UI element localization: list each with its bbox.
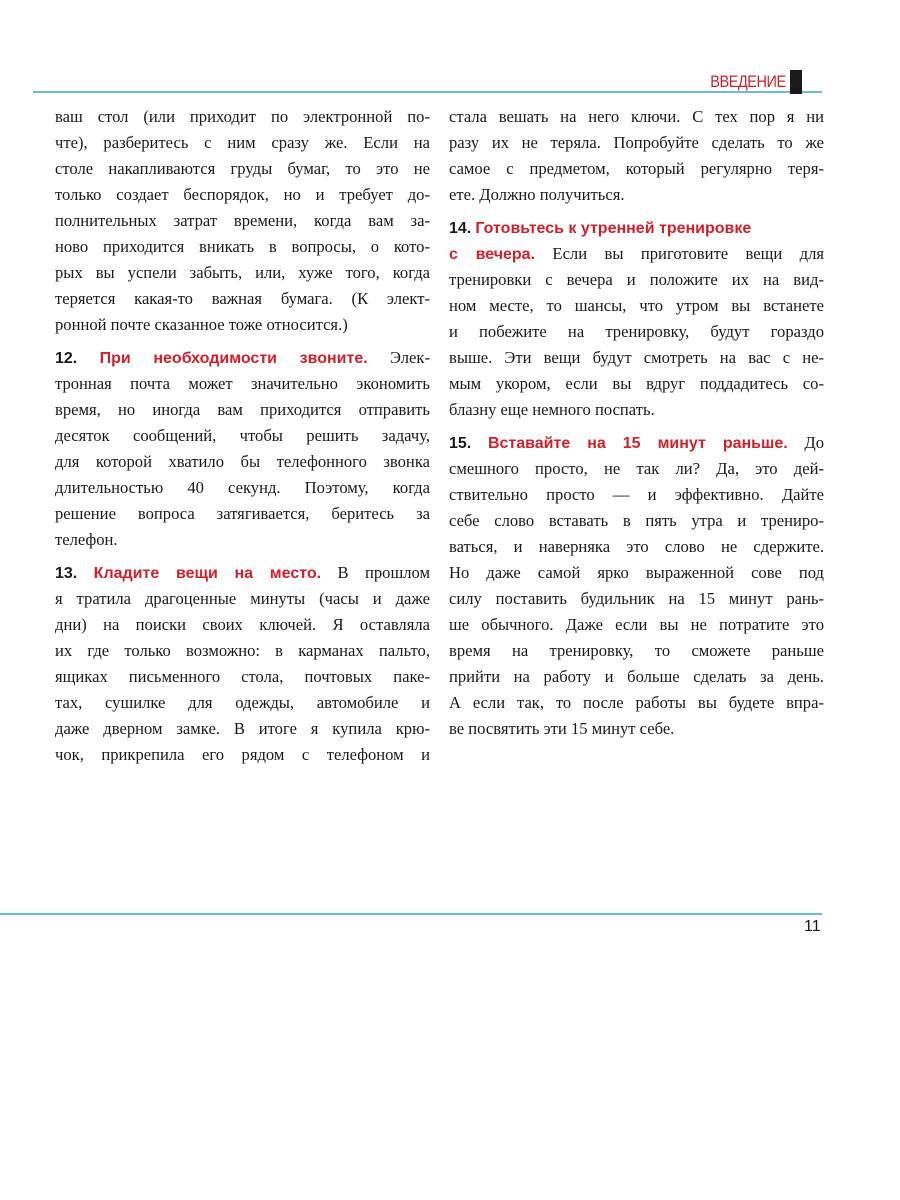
text-line: столе накапливаются груды бумаг, то это не	[55, 159, 430, 178]
section-marker	[790, 70, 802, 94]
text-line: время на тренировку, то сможете раньше	[449, 641, 824, 660]
item-title: Вставайте на 15 минут раньше.	[487, 435, 788, 452]
text-line: и побежите на тренировку, будут гораздо	[449, 322, 824, 341]
text-line: блазну еще немного поспать.	[449, 400, 655, 419]
heading-line	[449, 430, 824, 456]
text-segment: Элек-	[367, 348, 430, 367]
text-line: тронная почта может значительно экономить	[55, 374, 430, 393]
text-line: ствительно просто — и эффективно. Дайте	[449, 485, 824, 504]
text-line: самое с предметом, который регулярно теря-	[449, 159, 824, 178]
text-line: рых вы успели забыть, или, хуже того, когда	[55, 263, 430, 282]
text-line: ном месте, то шансы, что утром вы встанете	[449, 296, 824, 315]
text-line: стала вешать на него ключи. С тех пор я ни	[449, 107, 824, 126]
text-line: чте), разберитесь с ним сразу же. Если на	[55, 133, 430, 152]
text-line: прийти на работу и больше сделать за день.	[449, 667, 824, 686]
item-title: При необходимости звоните.	[99, 350, 368, 367]
text-line: ете. Должно получиться.	[449, 185, 625, 204]
text-line: смешного просто, не так ли? Да, это дей-	[449, 459, 824, 478]
text-line: десяток сообщений, чтобы решить задачу,	[55, 426, 430, 445]
item-number: 13.	[55, 565, 78, 582]
item-number: 12.	[55, 350, 78, 367]
text-line: чок, прикрепила его рядом с телефоном и	[55, 745, 430, 764]
page-number: 11	[804, 918, 821, 935]
text-line: ящиках письменного стола, почтовых паке-	[55, 667, 430, 686]
text-line: дни) на поиски своих ключей. Я оставляла	[55, 615, 430, 634]
paragraph	[449, 215, 824, 423]
text-line: Но даже самой ярко выраженной сове под	[449, 563, 824, 582]
text-line: выше. Эти вещи будут смотреть на вас с не-	[449, 348, 824, 367]
footer-rule	[0, 913, 822, 915]
text-line: полнительных затрат времени, когда вам за-	[55, 211, 430, 230]
item-number: 15.	[449, 435, 472, 452]
text-line: даже дверном замке. В итоге я купила крю-	[55, 719, 430, 738]
column-right	[449, 104, 824, 749]
text-line: теряется какая-то важная бумага. (К элект-	[55, 289, 430, 308]
text-line: мым укором, если вы вдруг поддадитесь со-	[449, 374, 824, 393]
paragraph	[55, 104, 430, 338]
heading-line	[55, 560, 430, 586]
paragraph	[449, 430, 824, 742]
text-segment: До	[787, 433, 824, 452]
heading-line	[449, 215, 824, 241]
item-title: Готовьтесь к утренней тренировке	[475, 220, 752, 237]
text-line: ново приходится вникать в вопросы, о кото-	[55, 237, 430, 256]
item-title: с вечера.	[449, 246, 536, 263]
text-line: время, но иногда вам приходится отправить	[55, 400, 430, 419]
running-header	[697, 70, 802, 94]
text-line: я тратила драгоценные минуты (часы и даже	[55, 589, 430, 608]
text-line: длительностью 40 секунд. Поэтому, когда	[55, 478, 430, 497]
column-left	[55, 104, 430, 775]
text-line: решение вопроса затягивается, беритесь за	[55, 504, 430, 523]
text-line: силу поставить будильник на 15 минут рань-	[449, 589, 824, 608]
paragraph	[449, 104, 824, 208]
text-line: ваш стол (или приходит по электронной по-	[55, 107, 430, 126]
text-segment: Если вы приготовите вещи для	[535, 244, 824, 263]
text-segment: В прошлом	[321, 563, 430, 582]
text-line: ше обычного. Даже если вы не потратите это	[449, 615, 824, 634]
item-number: 14.	[449, 220, 472, 237]
text-line: для которой хватило бы телефонного звонка	[55, 452, 430, 471]
text-line: разу их не теряла. Попробуйте сделать то же	[449, 133, 824, 152]
item-title: Кладите вещи на место.	[93, 565, 322, 582]
text-line: ронной почте сказанное тоже относится.)	[55, 315, 348, 334]
text-line: телефон.	[55, 530, 118, 549]
section-title: ВВЕДЕНИЕ	[710, 72, 786, 91]
heading-line	[55, 345, 430, 371]
paragraph	[55, 560, 430, 768]
text-line: себе слово вставать в пять утра и трениро-	[449, 511, 824, 530]
text-line: их где только возможно: в карманах пальто,	[55, 641, 430, 660]
text-line: А если так, то после работы вы будете впра-	[449, 693, 824, 712]
paragraph	[55, 345, 430, 553]
text-line: тренировки с вечера и положите их на вид-	[449, 270, 824, 289]
heading-line	[449, 241, 824, 267]
text-line: ваться, и наверняка это слово не сдержите.	[449, 537, 824, 556]
text-line: тах, сушилке для одежды, автомобиле и	[55, 693, 430, 712]
text-line: ве посвятить эти 15 минут себе.	[449, 719, 675, 738]
text-line: только создает беспорядок, но и требует до-	[55, 185, 430, 204]
